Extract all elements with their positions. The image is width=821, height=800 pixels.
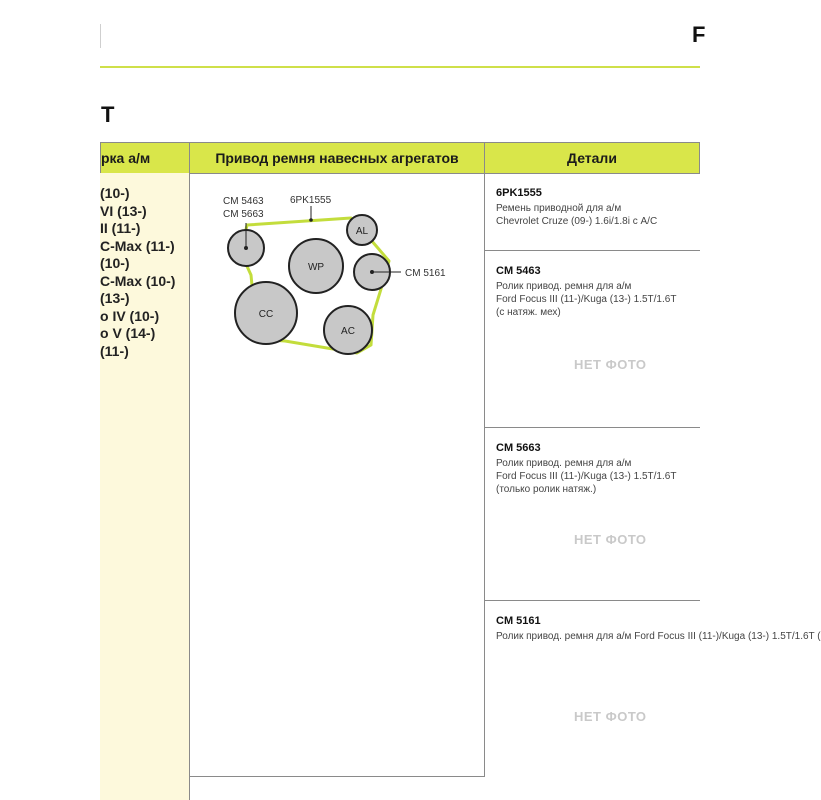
belt-drive-column <box>189 173 485 777</box>
no-photo-placeholder: НЕТ ФОТО <box>574 357 647 372</box>
column-header-details: Детали <box>484 142 700 174</box>
details-column <box>484 173 821 800</box>
model-item: VI (13-) <box>100 202 147 219</box>
model-item: C-Max (10-) <box>100 272 176 289</box>
model-item: (11-) <box>100 342 129 359</box>
no-photo-placeholder: НЕТ ФОТО <box>574 532 647 547</box>
model-item: o V (14-) <box>100 325 156 341</box>
wp-label: WP <box>307 262 325 273</box>
ac-label: AC <box>341 326 355 337</box>
part-code: CM 5663 <box>496 442 541 454</box>
page-corner-letter: F <box>692 22 706 47</box>
part-entry-cm5663 <box>484 428 700 601</box>
part-code: CM 5161 <box>496 615 541 627</box>
column-header-drive: Привод ремня навесных агрегатов <box>189 142 485 174</box>
model-item: o IV (10-) <box>100 307 160 324</box>
model-item: (10-) <box>100 185 130 201</box>
model-item: II (11-) <box>100 220 141 236</box>
model-item: (10-) <box>100 255 130 271</box>
no-photo-placeholder: НЕТ ФОТО <box>574 709 647 724</box>
tensioner-code-1: CM 5463 <box>223 196 264 207</box>
belt-diagram <box>189 173 484 776</box>
column-header-brand: рка а/м <box>100 142 190 174</box>
al-label: AL <box>355 226 369 237</box>
part-entry-cm5161 <box>484 601 821 800</box>
belt-code: 6PK1555 <box>290 195 332 206</box>
model-list <box>100 185 175 360</box>
part-entry-cm5463 <box>484 251 700 428</box>
part-description: Ремень приводной для а/м Chevrolet Cruze (09-) 1.6i/1.8i с A/C <box>496 203 658 227</box>
part-description: Ролик привод. ремня для а/м Ford Focus III (11-)/Kuga (13-) 1.5T/1.6T ( <box>496 631 821 642</box>
brand-column <box>100 173 190 800</box>
idler-code: CM 5161 <box>405 268 446 279</box>
part-description: Ролик привод. ремня для а/м Ford Focus III (11-)/Kuga (13-) 1.5T/1.6T (только ролик натяж.) <box>496 458 677 495</box>
header-divider <box>100 24 101 48</box>
model-item: (13-) <box>100 290 130 306</box>
model-item: C-Max (11-) <box>100 237 175 254</box>
cc-label: CC <box>258 309 274 320</box>
belt-leader-dot <box>309 218 313 222</box>
part-entry-belt <box>484 173 700 251</box>
part-code: CM 5463 <box>496 265 541 277</box>
part-description: Ролик привод. ремня для а/м Ford Focus III (11-)/Kuga (13-) 1.5T/1.6T (с натяж. мех) <box>496 281 677 318</box>
top-bar <box>100 0 706 66</box>
section-title: T <box>101 102 115 127</box>
part-code: 6PK1555 <box>496 187 542 199</box>
tensioner-code-2: CM 5663 <box>223 209 264 220</box>
header-rule <box>100 66 700 68</box>
